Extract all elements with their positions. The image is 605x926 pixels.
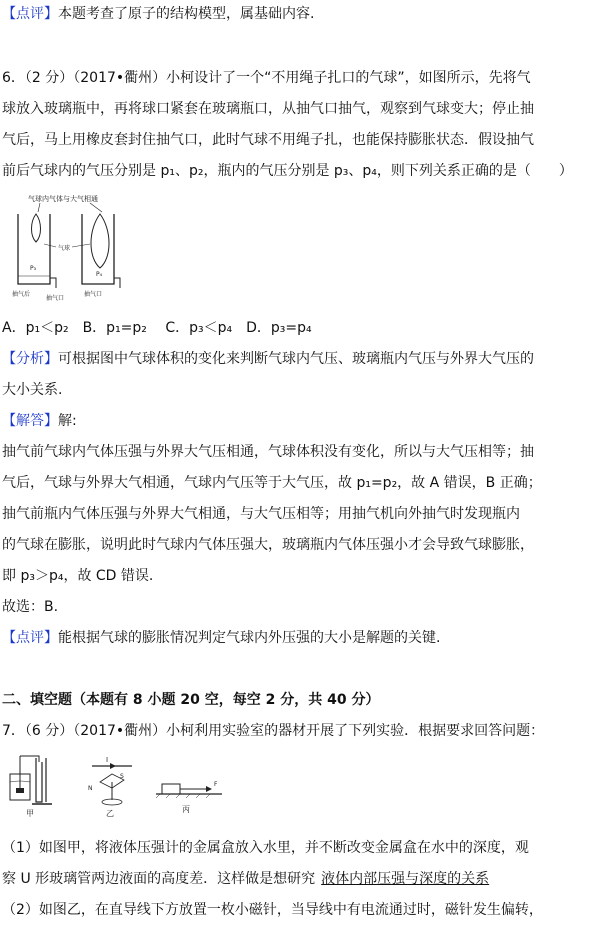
q7-sub1-line-2 [2, 869, 495, 889]
q6-answer-line-4: 的气球在膨胀，说明此时气球内气体压强大，玻璃瓶内气体压强小才会导致气球膨胀， [2, 537, 534, 553]
left-balloon [32, 214, 41, 242]
fig-label-i: I [106, 756, 109, 764]
q7-line-1: 7．（6 分）（2017•衢州）小柯利用实验室的器材开展了下列实验．根据要求回答问题： [2, 723, 545, 739]
q6-options: A．p₁＜p₂ B．p₁=p₂ C．p₃＜p₄ D．p₃=p₄ [2, 320, 312, 336]
label-bottom: 抽气口 [46, 295, 65, 302]
q6-line-3: 气后，马上用橡皮套封住抽气口，此时气球不用绳子扎，也能保持膨胀状态．假设抽气 [2, 132, 534, 148]
q6-analysis-1 [2, 349, 534, 369]
review-text: 本题考查了原子的结构模型，属基础内容. [58, 6, 315, 22]
q6-choice: 故选：B. [2, 599, 59, 615]
left-bottle [18, 214, 50, 284]
pressure-gauge-figure [6, 752, 66, 818]
q6-answer-line-1: 抽气前气球内气体压强与外界大气压相通，气球体积没有变化，所以与大气压相等；抽 [2, 444, 534, 460]
q6-analysis-2: 大小关系. [2, 382, 63, 398]
fig-label-yi: 乙 [106, 809, 114, 818]
label-p3: P₃ [30, 265, 37, 272]
analysis-tag: 【分析】 [2, 351, 58, 367]
q6-line-4: 前后气球内的气压分别是 p₁、p₂，瓶内的气压分别是 p₃、p₄，则下列关系正确的是（ ） [2, 163, 573, 179]
figure-label-top: 气球内气体与大气相通 [28, 195, 98, 203]
review-tag: 【点评】 [2, 6, 58, 22]
review-tag: 【点评】 [2, 630, 58, 646]
q6-line-1: 6．（2 分）（2017•衢州）小柯设计了一个“不用绳子扎口的气球”，如图所示，先将气 [2, 70, 531, 86]
review-text: 能根据气球的膨胀情况判定气球内外压强的大小是解题的关键. [58, 630, 441, 646]
answer-head: 解: [58, 413, 77, 429]
label-outlet: 抽气口 [84, 291, 103, 298]
q7-sub2-line: （2）如图乙，在直导线下方放置一枚小磁针，当导线中有电流通过时，磁针发生偏转， [2, 902, 543, 918]
compass-wire-figure [86, 752, 138, 818]
q6-review [2, 628, 440, 648]
fig-label-jia: 甲 [26, 809, 34, 818]
answer-tag: 【解答】 [2, 413, 58, 429]
block-force-figure [152, 770, 224, 816]
q6-answer-line-3: 抽气前瓶内气体压强与外界大气相通，与大气压相等；用抽气机向外抽气时发现瓶内 [2, 506, 520, 522]
right-balloon [91, 214, 109, 268]
fig-label-n: N [88, 785, 93, 792]
q6-answer-line-5: 即 p₃＞p₄，故 CD 错误. [2, 568, 154, 584]
section-title: 二、填空题（本题有 8 小题 20 空，每空 2 分，共 40 分） [2, 692, 380, 708]
q7-sub1-text: 察 U 形玻璃管两边液面的高度差．这样做是想研究 [2, 871, 316, 887]
analysis-text: 可根据图中气球体积的变化来判断气球内气压、玻璃瓶内气压与外界大气压的 [58, 351, 534, 367]
fig-label-bing: 丙 [182, 805, 190, 814]
q6-answer-head [2, 411, 77, 431]
q6-line-2: 球放入玻璃瓶中，再将球口紧套在玻璃瓶口，从抽气口抽气，观察到气球变大；停止抽 [2, 101, 534, 117]
balloon-bottle-figure [10, 192, 130, 304]
q7-sub1-answer: 液体内部压强与深度的关系 [321, 871, 490, 887]
fig-label-s: S [120, 773, 124, 780]
top-review [2, 4, 314, 24]
label-p4: P₄ [96, 271, 103, 278]
q6-answer-line-2: 气后，气球与外界大气相通，气球内气压等于大气压，故 p₁=p₂，故 A 错误，B 正确； [2, 475, 542, 491]
label-balloon: 气球 [58, 245, 71, 252]
label-rubber: 抽气后 [12, 291, 31, 298]
fig-label-f: F [214, 781, 218, 788]
q7-sub1-line-1: （1）如图甲，将液体压强计的金属盒放入水里，并不断改变金属盒在水中的深度，观 [2, 840, 529, 856]
